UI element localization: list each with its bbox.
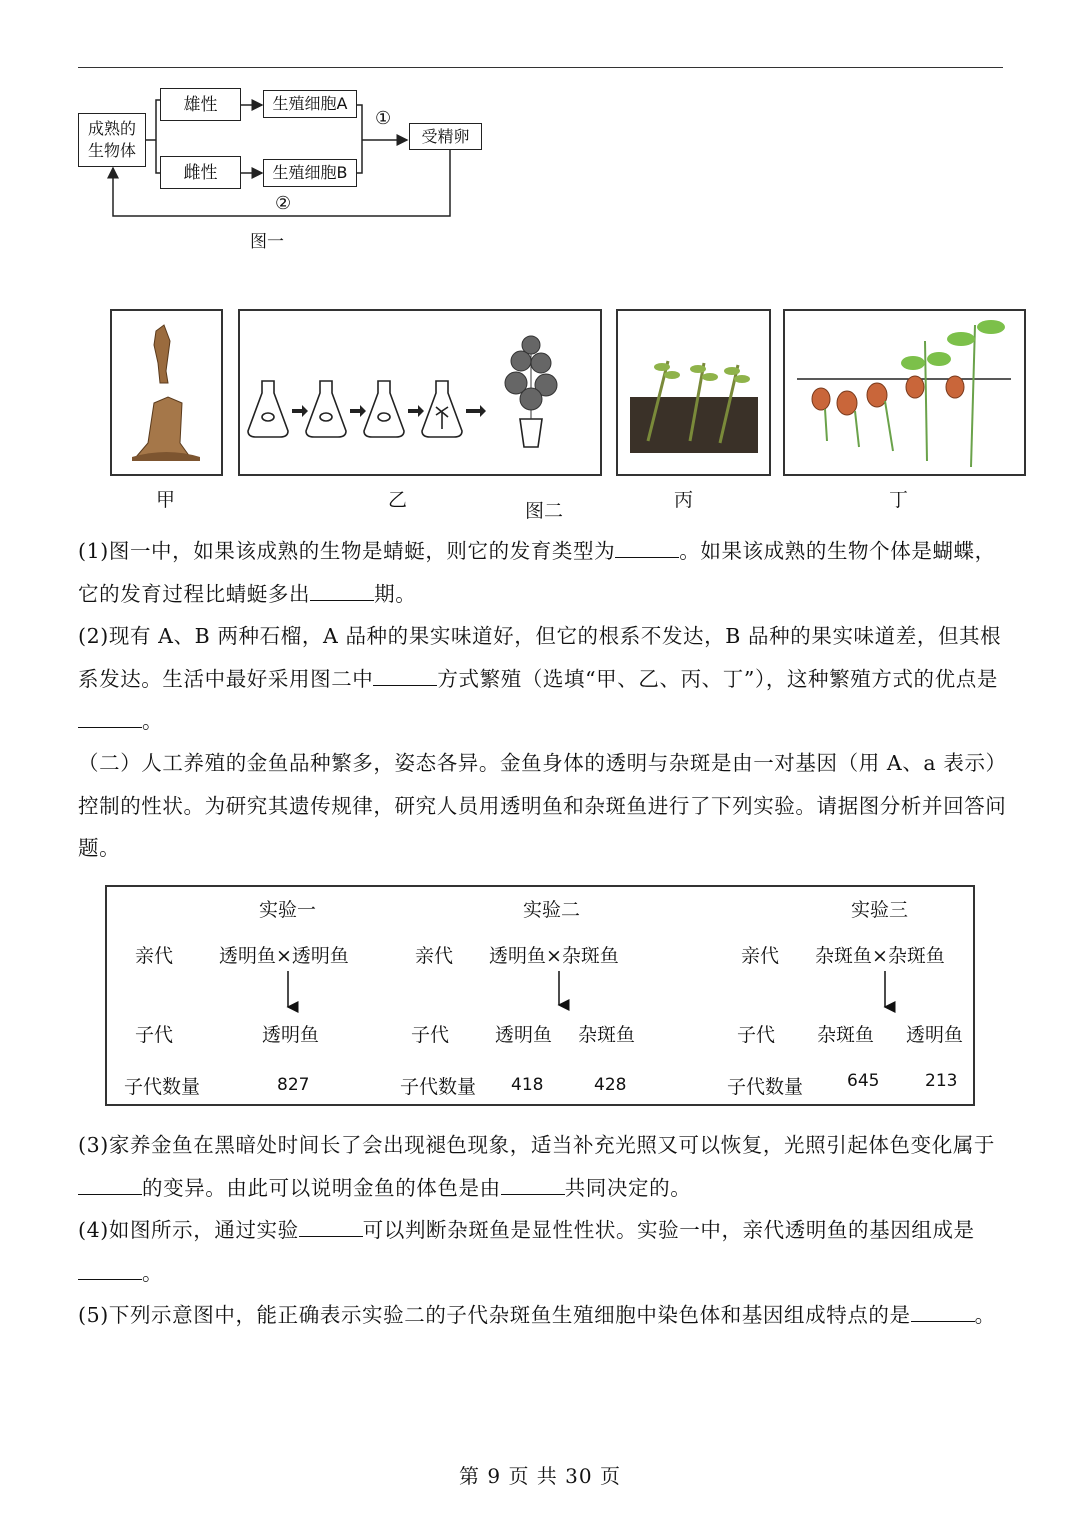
question-1 xyxy=(78,530,1008,615)
label-yi: 乙 xyxy=(388,489,408,511)
seed-germination-illustration xyxy=(785,311,1024,474)
exp3-cross: 杂斑鱼×杂斑鱼 xyxy=(815,945,945,967)
exp3-offspring-1: 杂斑鱼 xyxy=(817,1024,875,1046)
zygote-box xyxy=(409,123,482,150)
q3-text-c: 共同决定的。 xyxy=(564,1175,692,1200)
male-label: 雄性 xyxy=(183,94,218,115)
q1-text-c: 期。 xyxy=(374,581,417,606)
figure-1-caption: 图一 xyxy=(250,232,284,252)
panel-grafting xyxy=(110,309,223,476)
germ-cell-b-label: 生殖细胞B xyxy=(272,163,348,182)
panel-tissue-culture xyxy=(238,309,602,476)
q3-text-a: (3)家养金鱼在黑暗处时间长了会出现褪色现象，适当补充光照又可以恢复，光照引起体色变化属于 xyxy=(78,1133,996,1157)
grafting-illustration xyxy=(112,311,221,474)
label-ding: 丁 xyxy=(889,489,909,511)
female-box xyxy=(160,156,241,189)
top-rule xyxy=(78,67,1003,68)
tissue-culture-illustration xyxy=(240,311,600,474)
q4-text-a: (4)如图所示，通过实验 xyxy=(78,1218,299,1242)
q3-text-b: 的变异。由此可以说明金鱼的体色是由 xyxy=(142,1175,501,1200)
q5-blank-1 xyxy=(911,1301,975,1322)
exp1-count-label: 子代数量 xyxy=(124,1076,201,1098)
exp2-count-1: 418 xyxy=(511,1075,544,1095)
exp2-offspring-2: 杂斑鱼 xyxy=(578,1024,636,1046)
q1-text-b: 。如果该成熟的生物个体是蝴蝶，它的发育过程比蜻蜓多出 xyxy=(78,539,996,606)
exp2-offspring-label: 子代 xyxy=(411,1024,450,1046)
figure-2-caption: 图二 xyxy=(525,500,564,522)
page-footer: 第 9 页 共 30 页 xyxy=(459,1464,621,1488)
male-box xyxy=(160,88,241,121)
exp3-title: 实验三 xyxy=(851,899,909,921)
experiment-diagram xyxy=(105,885,975,1106)
question-3 xyxy=(78,1124,1008,1209)
q2-blank-1 xyxy=(373,665,437,686)
exp3-parent-label: 亲代 xyxy=(741,945,780,967)
question-4 xyxy=(78,1209,1008,1294)
figure-1-life-cycle xyxy=(70,80,500,250)
mature-organism-box xyxy=(78,113,146,167)
q1-blank-2 xyxy=(310,580,374,601)
q3-blank-1 xyxy=(78,1174,142,1195)
q2-text-a: (2)现有 A、B 两种石榴，A 品种的果实味道好，但它的根系不发达，B 品种的果实味道差，但其根系发达。生活中最好采用图二中 xyxy=(78,624,1002,691)
exp3-offspring-label: 子代 xyxy=(737,1024,776,1046)
exp1-offspring-label: 子代 xyxy=(135,1024,174,1046)
exp1-offspring-1: 透明鱼 xyxy=(262,1024,320,1046)
exp2-cross: 透明鱼×杂斑鱼 xyxy=(489,945,619,967)
label-bing: 丙 xyxy=(674,489,694,511)
q1-blank-1 xyxy=(615,537,679,558)
panel-cutting xyxy=(616,309,771,476)
germ-cell-a-label: 生殖细胞A xyxy=(272,94,348,113)
zygote-label: 受精卵 xyxy=(421,126,470,146)
exp2-offspring-1: 透明鱼 xyxy=(495,1024,553,1046)
female-label: 雌性 xyxy=(183,162,218,183)
exp2-count-2: 428 xyxy=(594,1075,627,1095)
mature-organism-label: 成熟的生物体 xyxy=(87,119,136,160)
section-2-intro: （二）人工养殖的金鱼品种繁多，姿态各异。金鱼身体的透明与杂斑是由一对基因（用 A、a 表示）控制的性状。为研究其遗传规律，研究人员用透明鱼和杂斑鱼进行了下列实验。请据图分析并回答问题。 xyxy=(78,751,1007,860)
q2-text-c: 。 xyxy=(142,709,164,733)
exp1-count-1: 827 xyxy=(277,1075,310,1095)
exp3-count-1: 645 xyxy=(847,1071,880,1091)
exp2-parent-label: 亲代 xyxy=(415,945,454,967)
q5-text-b: 。 xyxy=(974,1303,996,1327)
exp3-count-2: 213 xyxy=(925,1071,958,1091)
exp1-title: 实验一 xyxy=(259,899,317,921)
q3-blank-2 xyxy=(501,1174,565,1195)
q5-text-a: (5)下列示意图中，能正确表示实验二的子代杂斑鱼生殖细胞中染色体和基因组成特点的是 xyxy=(78,1303,911,1327)
exp1-cross: 透明鱼×透明鱼 xyxy=(219,945,349,967)
step-1-marker: ① xyxy=(375,108,392,129)
question-5 xyxy=(78,1294,1008,1337)
exp3-offspring-2: 透明鱼 xyxy=(906,1024,964,1046)
label-jia: 甲 xyxy=(156,489,176,511)
q2-blank-2 xyxy=(78,707,142,728)
question-2 xyxy=(78,615,1008,743)
q2-text-b: 方式繁殖（选填“甲、乙、丙、丁”），这种繁殖方式的优点是 xyxy=(437,666,998,691)
panel-seed-germination xyxy=(783,309,1026,476)
germ-cell-a-box xyxy=(263,90,357,118)
q4-text-c: 。 xyxy=(142,1260,164,1285)
step-2-marker: ② xyxy=(275,193,292,214)
exp2-title: 实验二 xyxy=(523,899,581,921)
q4-text-b: 可以判断杂斑鱼是显性性状。实验一中，亲代透明鱼的基因组成是 xyxy=(362,1218,975,1242)
q4-blank-2 xyxy=(78,1259,142,1280)
q4-blank-1 xyxy=(299,1216,363,1237)
exp3-count-label: 子代数量 xyxy=(727,1076,804,1098)
q1-text-a: (1)图一中，如果该成熟的生物是蜻蜓，则它的发育类型为 xyxy=(78,539,616,563)
exp1-parent-label: 亲代 xyxy=(135,945,174,967)
exp2-count-label: 子代数量 xyxy=(400,1076,477,1098)
cutting-illustration xyxy=(618,311,769,474)
germ-cell-b-box xyxy=(263,159,357,187)
